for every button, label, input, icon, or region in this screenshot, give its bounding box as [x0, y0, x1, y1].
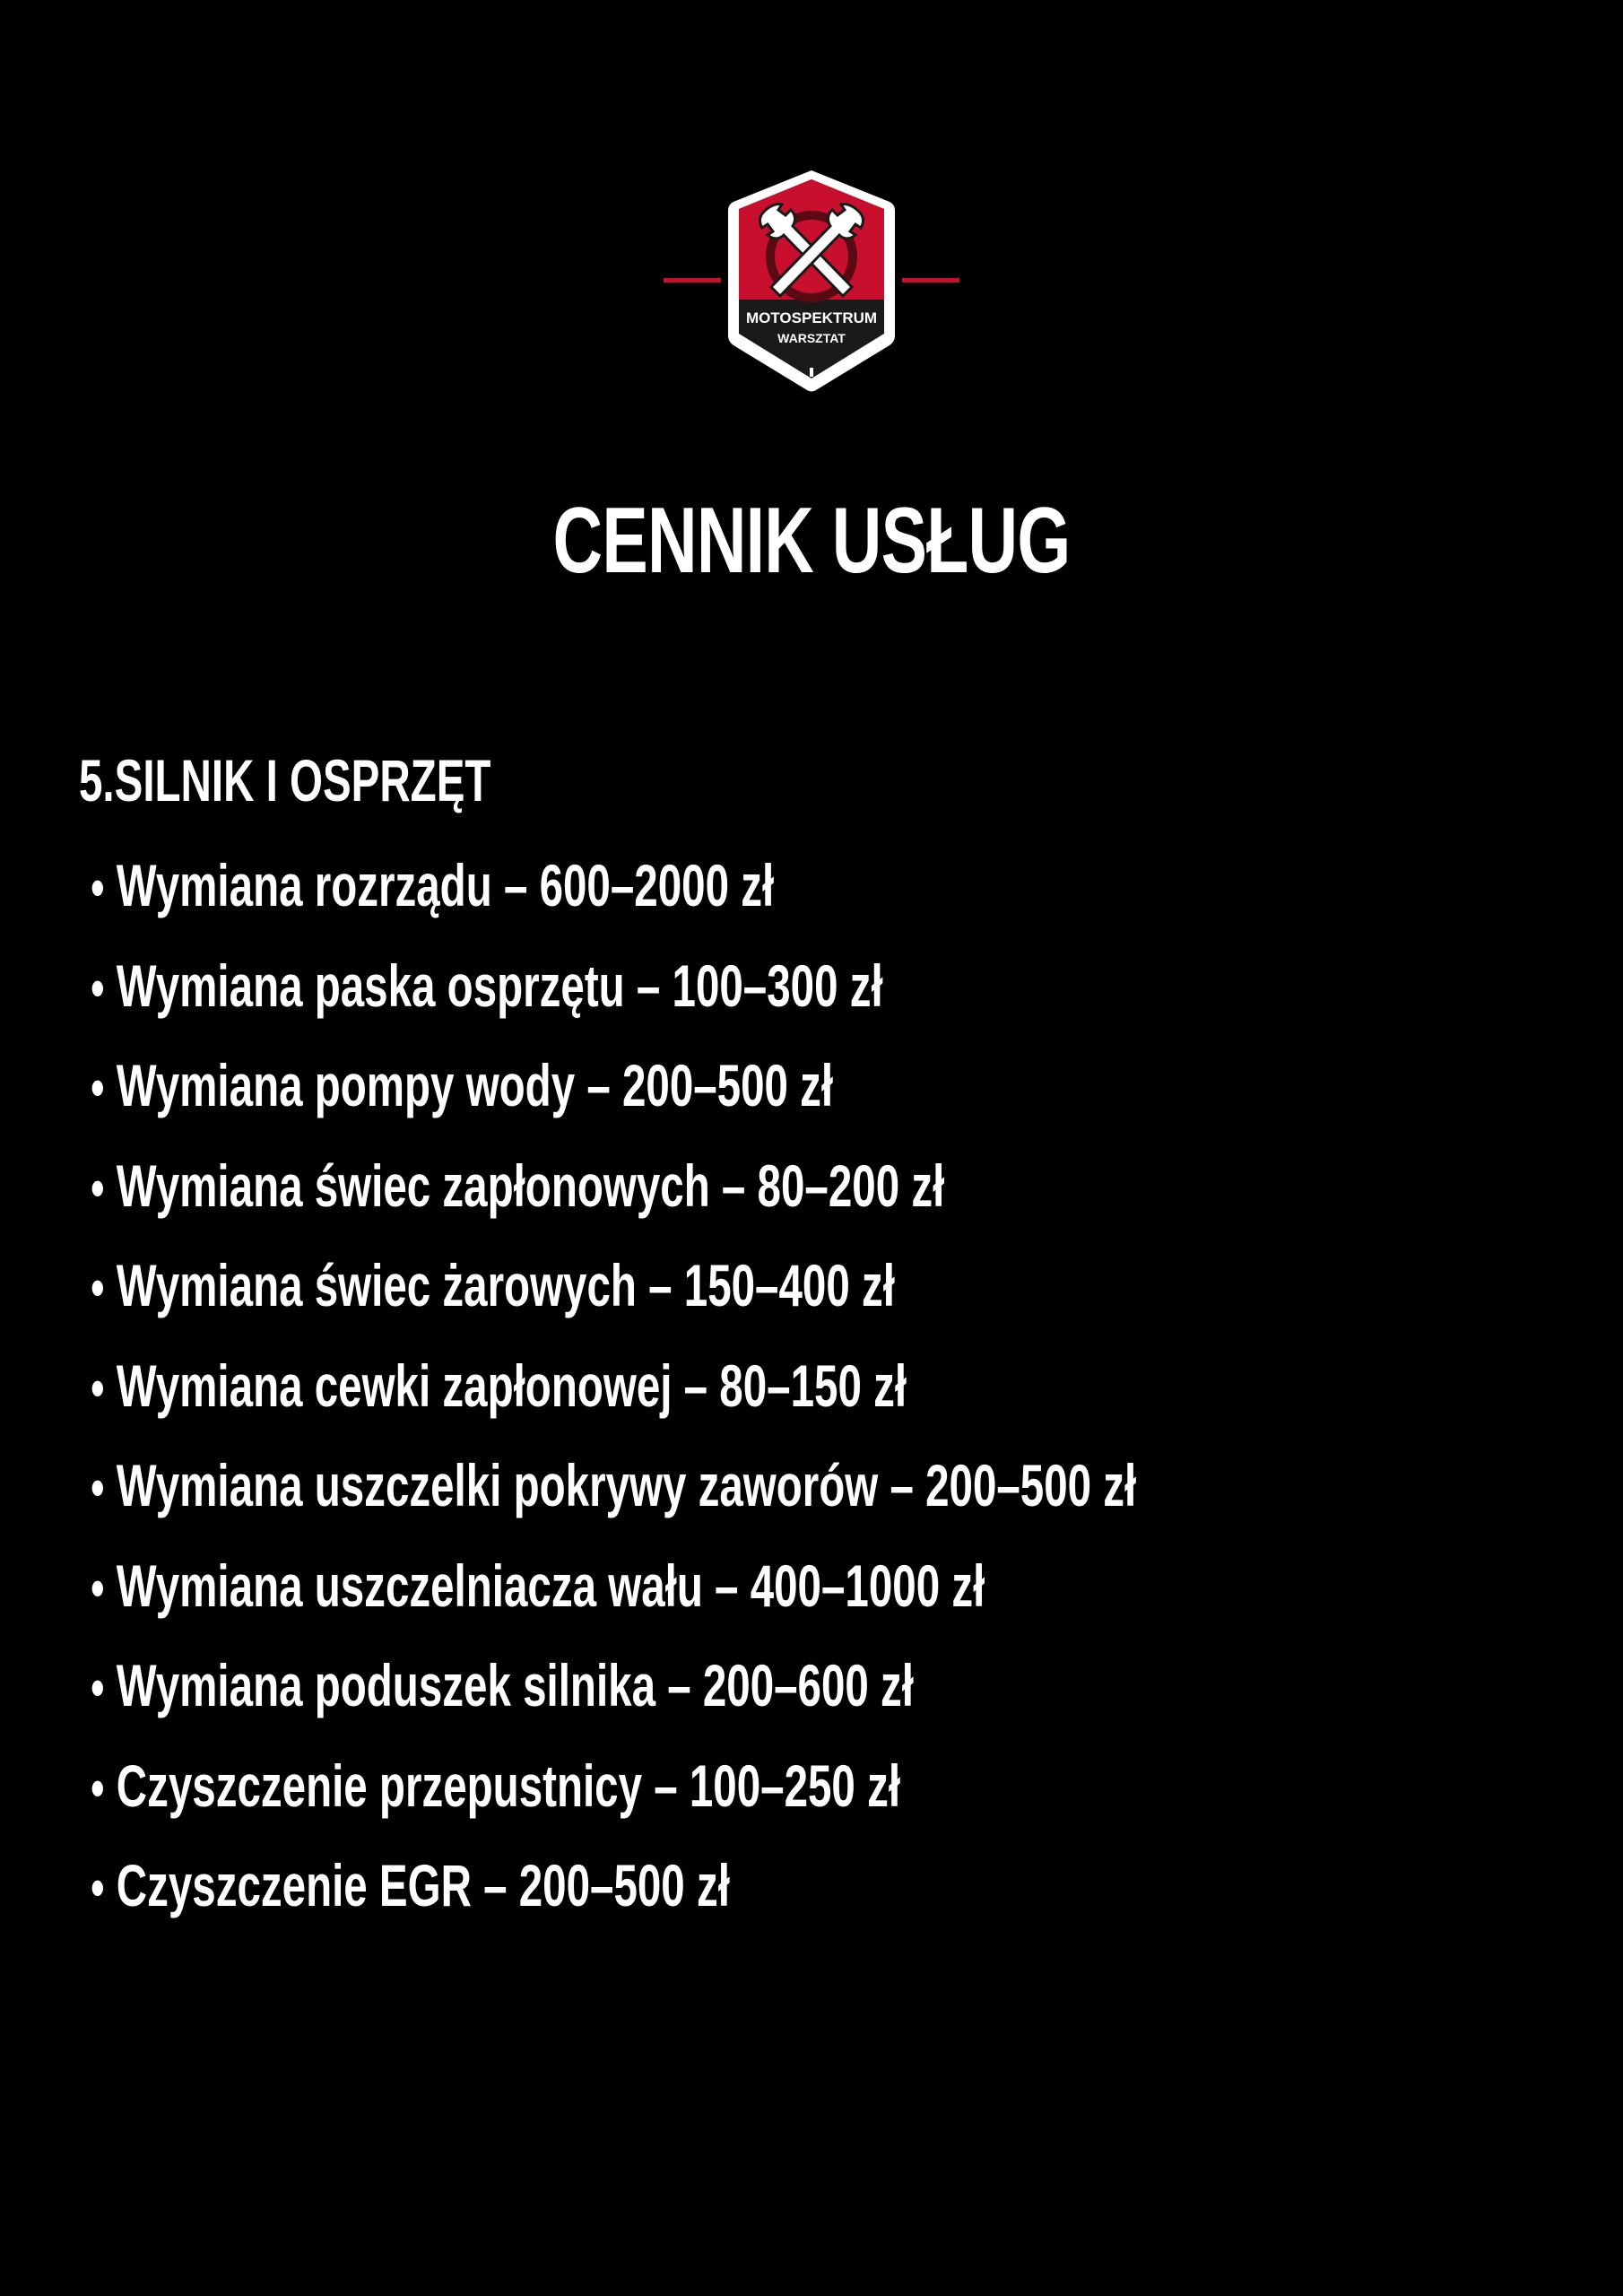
price-item-text: Wymiana rozrządu – 600–2000 zł	[116, 852, 775, 918]
logo-right-line	[902, 278, 959, 283]
price-item-text: Wymiana cewki zapłonowej – 80–150 zł	[116, 1352, 907, 1419]
bullet-icon: •	[91, 1857, 105, 1918]
list-item	[79, 1036, 1176, 1136]
price-section	[79, 735, 1603, 1936]
section-heading: 5.SILNIK I OSPRZĘT	[79, 747, 491, 813]
list-item	[79, 1536, 1176, 1637]
logo-left-line	[664, 278, 721, 283]
logo-bottom-tick	[810, 368, 813, 377]
logo	[664, 169, 959, 395]
bullet-icon: •	[91, 957, 105, 1018]
price-item-text: Wymiana świec żarowych – 150–400 zł	[116, 1252, 895, 1318]
price-item-text: Wymiana paska osprzętu – 100–300 zł	[116, 952, 883, 1019]
list-item	[79, 936, 1176, 1037]
bullet-icon: •	[91, 1657, 105, 1718]
list-item	[79, 836, 1176, 936]
price-list	[79, 836, 1603, 1936]
price-item-text: Wymiana pompy wody – 200–500 zł	[116, 1052, 834, 1118]
bullet-icon: •	[91, 1757, 105, 1818]
list-item	[79, 1136, 1176, 1237]
price-item-text: Wymiana świec zapłonowych – 80–200 zł	[116, 1152, 945, 1219]
list-item	[79, 1836, 1176, 1936]
list-item	[79, 1236, 1176, 1336]
bullet-icon: •	[91, 1557, 105, 1618]
bullet-icon: •	[91, 1357, 105, 1418]
logo-text-line2: WARSZTAT	[777, 331, 846, 345]
price-item-text: Wymiana uszczelki pokrywy zaworów – 200–500 zł	[116, 1452, 1137, 1518]
bullet-icon: •	[91, 1157, 105, 1218]
list-item	[79, 1736, 1176, 1837]
bullet-icon: •	[91, 1457, 105, 1518]
price-item-text: Wymiana uszczelniacza wału – 400–1000 zł	[116, 1552, 985, 1619]
list-item	[79, 1336, 1176, 1437]
bullet-icon: •	[91, 857, 105, 918]
price-item-text: Wymiana poduszek silnika – 200–600 zł	[116, 1652, 915, 1718]
price-item-text: Czyszczenie EGR – 200–500 zł	[116, 1852, 730, 1918]
price-item-text: Czyszczenie przepustnicy – 100–250 zł	[116, 1752, 901, 1819]
list-item	[79, 1436, 1176, 1536]
list-item	[79, 1636, 1176, 1736]
bullet-icon: •	[91, 1257, 105, 1318]
bullet-icon: •	[91, 1057, 105, 1118]
page-title: CENNIK USŁUG	[552, 489, 1071, 593]
logo-text-line1: MOTOSPEKTRUM	[745, 309, 878, 326]
